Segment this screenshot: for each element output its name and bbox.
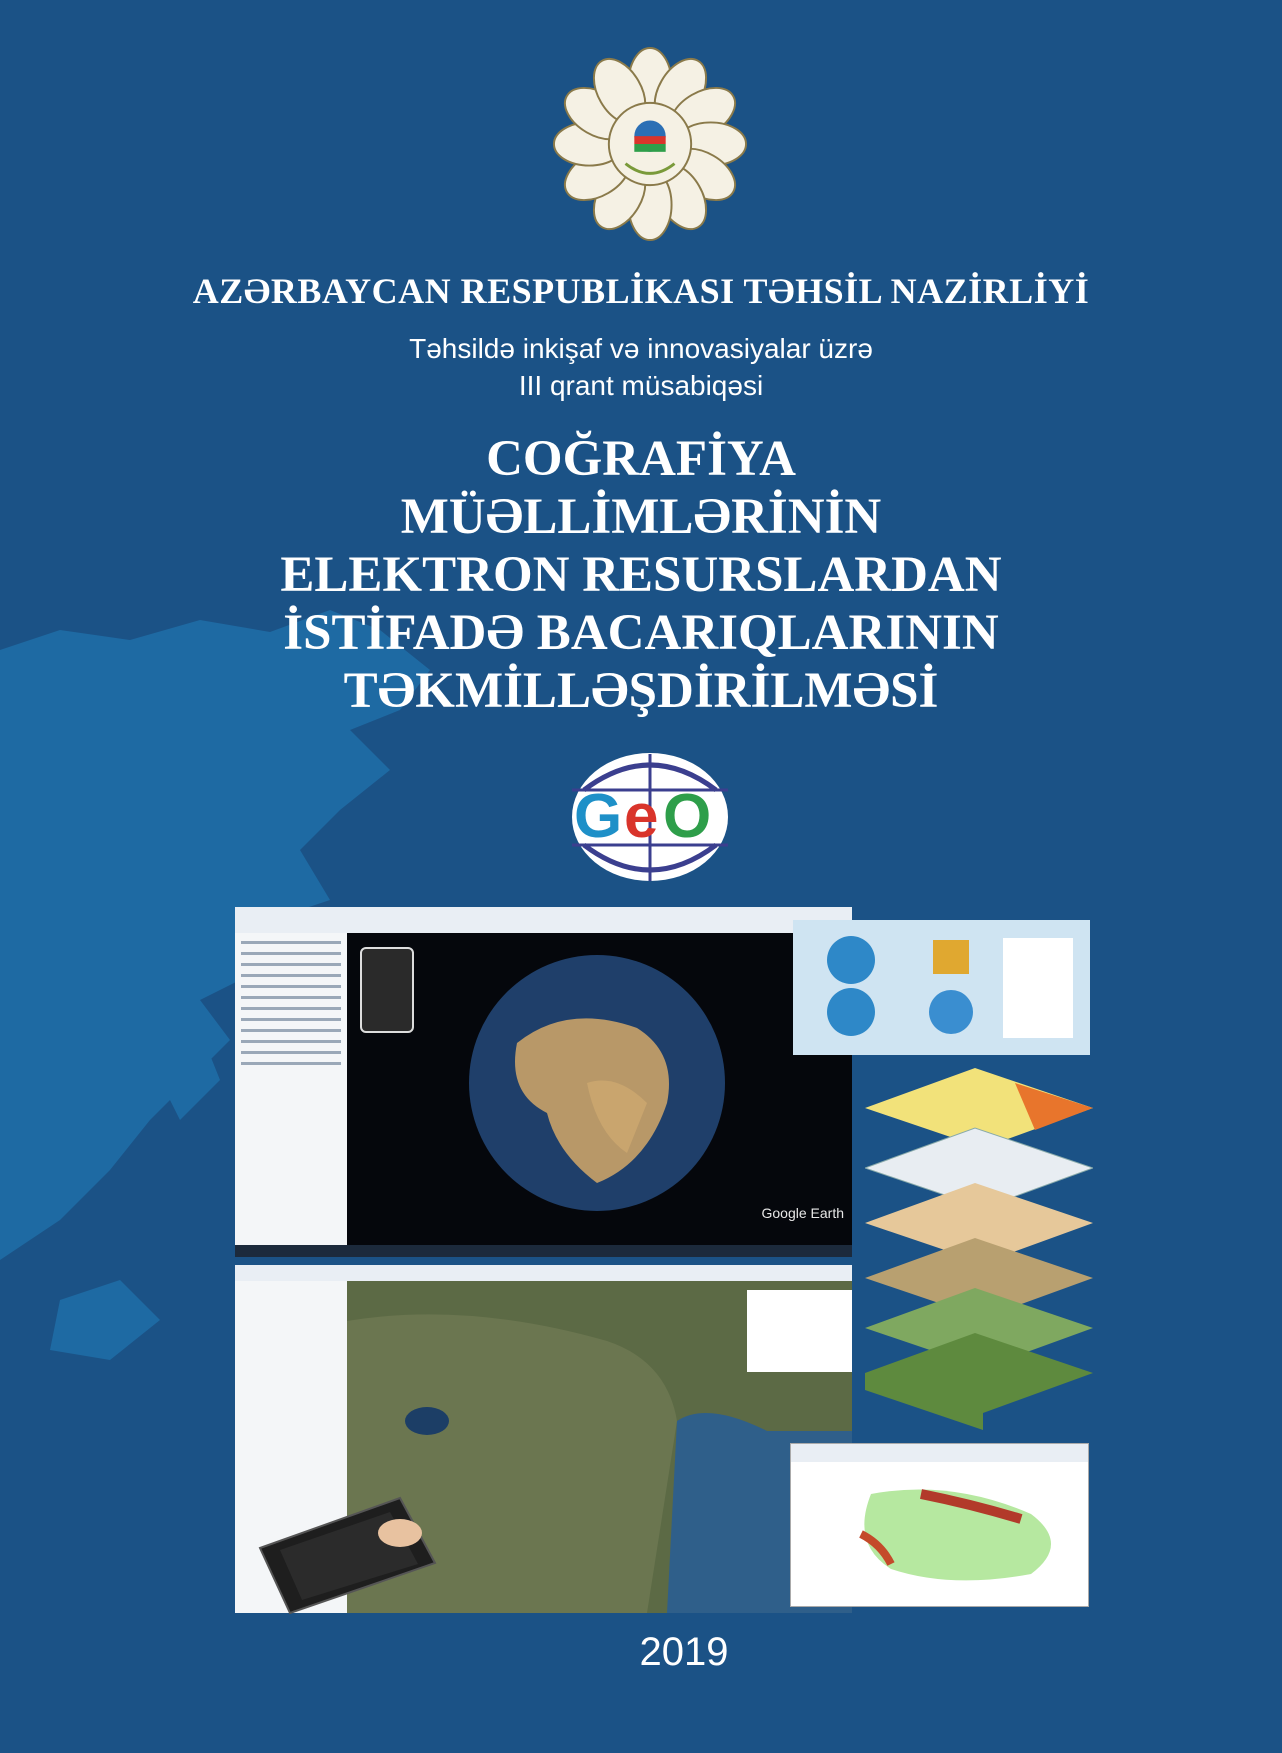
- ministry-emblem-icon: [552, 46, 748, 242]
- ministry-name: AZƏRBAYCAN RESPUBLİKASI TƏHSİL NAZİRLİYİ: [192, 271, 1090, 311]
- title-line: COĞRAFİYA: [486, 431, 796, 487]
- title-line: MÜƏLLİMLƏRİNİN: [400, 489, 882, 545]
- google-earth-label: Google Earth: [761, 1205, 844, 1221]
- title-line: ELEKTRON RESURSLARDAN: [280, 547, 1002, 603]
- title-line: TƏKMİLLƏŞDİRİLMƏSİ: [343, 663, 939, 719]
- gis-layers-icon: [865, 1068, 1093, 1430]
- geo-logo-text: [574, 782, 711, 851]
- drawing-tablet-icon: [250, 1488, 440, 1618]
- title-line: İSTİFADƏ BACARIQLARININ: [283, 605, 999, 661]
- globe-icon: [347, 933, 852, 1245]
- geo-logo: [570, 750, 730, 885]
- qgis-screenshot: [790, 1443, 1089, 1607]
- svg-text:e: e: [624, 782, 659, 851]
- subtitle-line-2: III qrant müsabiqəsi: [518, 370, 764, 401]
- google-earth-screenshot: [235, 907, 852, 1257]
- publication-year: 2019: [639, 1630, 729, 1674]
- book-title: [0, 430, 1282, 720]
- svg-text:O: O: [663, 782, 712, 851]
- gis-icons-screenshot: [793, 920, 1090, 1055]
- relief-map-icon: [831, 1474, 1081, 1594]
- subtitle-line-1: Təhsildə inkişaf və innovasiyalar üzrə: [409, 333, 873, 364]
- svg-text:G: G: [574, 782, 623, 851]
- gis-icons: [793, 920, 1090, 1055]
